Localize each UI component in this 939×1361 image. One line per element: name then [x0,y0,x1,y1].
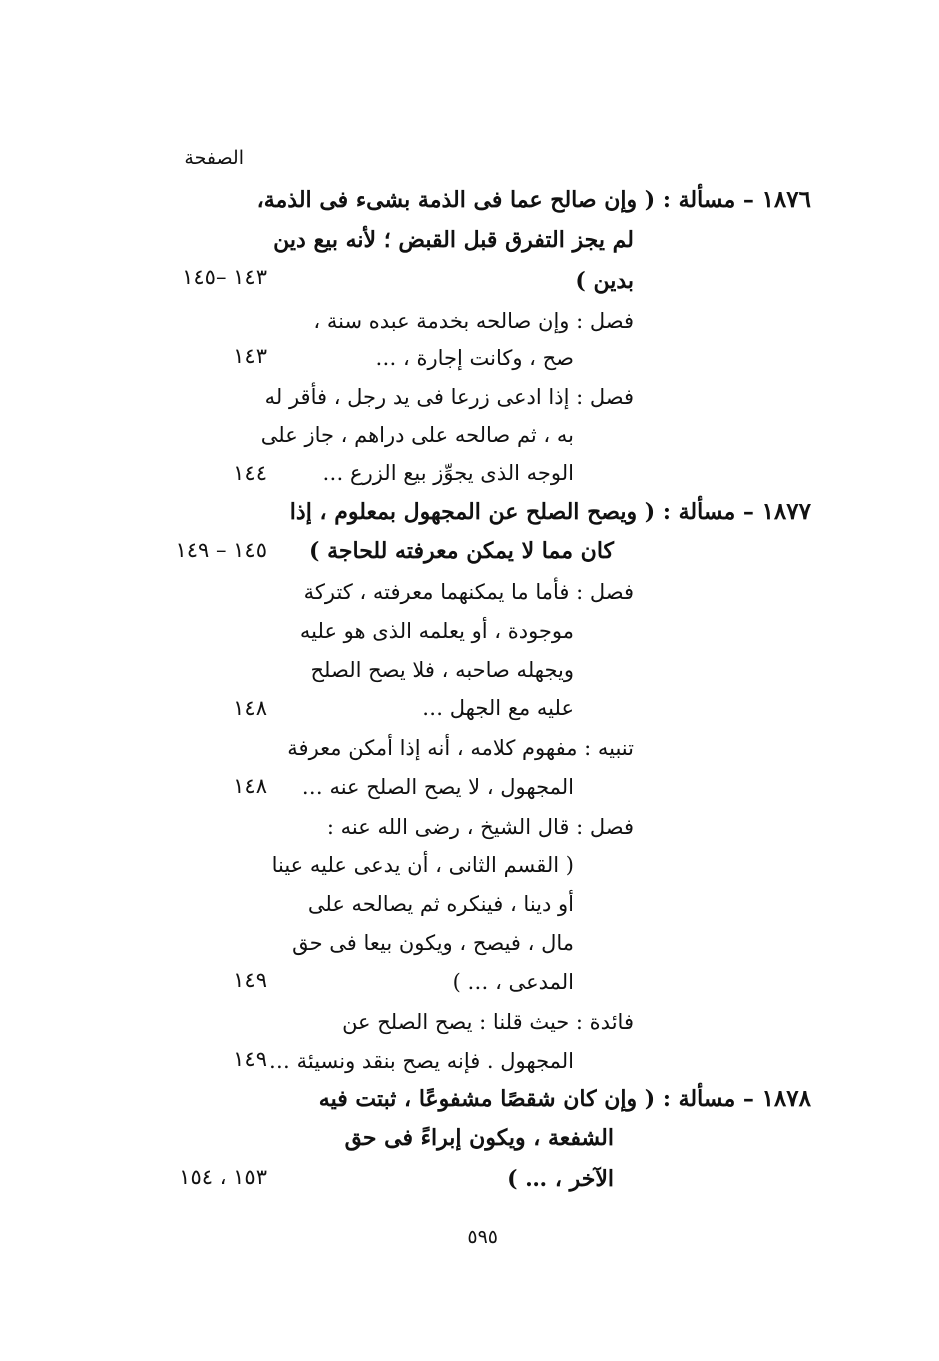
entry-line: الآخر ، … ) [507,1166,614,1192]
entry-line: أو دينا ، فينكره ثم يصالحه على [307,892,574,916]
entry-line: فصل : قال الشيخ ، رضى الله عنه : [326,815,634,839]
page-reference: ١٤٣ –١٤٥ [182,265,267,289]
page-reference: ١٤٩ [233,968,267,992]
masala-number: ١٨٧٧ [761,498,811,525]
entry-line: فصل : وإن صالحه بخدمة عبده سنة ، [313,309,634,333]
entry-line: الشفعة ، ويكون إبراءً فى حق [344,1125,614,1151]
page-column-header: الصفحة [184,147,244,169]
page-reference: ١٤٤ [233,461,267,485]
page-reference: ١٤٨ [233,774,267,798]
entry-line: الوجه الذى يجوِّز بيع الزرع … [322,461,574,485]
masala-label: – مسألة : [662,499,754,525]
entry-line: ويجهله صاحبه ، فلا يصح الصلح [310,658,574,682]
masala-heading-1878 [319,1084,811,1114]
page-reference: ١٤٣ [233,344,267,368]
entry-line: لم يجز التفرق قبل القبض ؛ لأنه بيع دين [273,227,634,253]
entry-line: صح ، وكانت إجارة ، … [375,346,574,370]
entry-line: كان مما لا يمكن معرفته للحاجة ) [309,538,614,564]
entry-line: فائدة : حيث قلنا : يصح الصلح عن [342,1010,634,1034]
page-reference: ١٤٥ – ١٤٩ [175,538,267,562]
masala-heading-1876 [257,185,811,215]
entry-line: موجودة ، أو يعلمه الذى هو عليه [299,619,574,643]
entry-line: فصل : إذا ادعى زرعا فى يد رجل ، فأقر له [264,385,634,409]
entry-line: بدين ) [575,268,634,294]
masala-heading-1877 [290,497,811,527]
masala-number: ١٨٧٦ [761,186,811,213]
entry-line: ( القسم الثانى ، أن يدعى عليه عينا [271,853,574,877]
masala-text: ( وإن صالح عما فى الذمة بشىء فى الذمة، [256,187,656,213]
entry-line: المجهول ، لا يصح الصلح عنه … [301,775,574,799]
entry-line: به ، ثم صالحه على دراهم ، جاز على [260,423,574,447]
entry-line: مال ، فيصح ، ويكون بيعا فى حق [292,931,574,955]
masala-number: ١٨٧٨ [761,1085,811,1112]
entry-line: المجهول . فإنه يصح بنقد ونسيئة … [268,1049,574,1073]
page-reference: ١٤٩ [233,1047,267,1071]
page-reference: ١٤٨ [233,696,267,720]
entry-line: فصل : فأما ما يمكنهما معرفته ، كتركة [303,580,634,604]
masala-label: – مسألة : [662,187,754,213]
entry-line: عليه مع الجهل … [422,696,574,720]
masala-text: ( ويصح الصلح عن المجهول بمعلوم ، إذا [289,499,656,525]
page-reference: ١٥٣ ، ١٥٤ [179,1165,267,1189]
entry-line: المدعى ، … ) [452,970,574,994]
masala-label: – مسألة : [662,1086,754,1112]
entry-line: تنبيه : مفهوم كلامه ، أنه إذا أمكن معرفة [287,736,634,760]
masala-text: ( وإن كان شقصًا مشفوعًا ، ثبتت فيه [318,1086,656,1112]
page-number: ٥٩٥ [467,1226,498,1248]
